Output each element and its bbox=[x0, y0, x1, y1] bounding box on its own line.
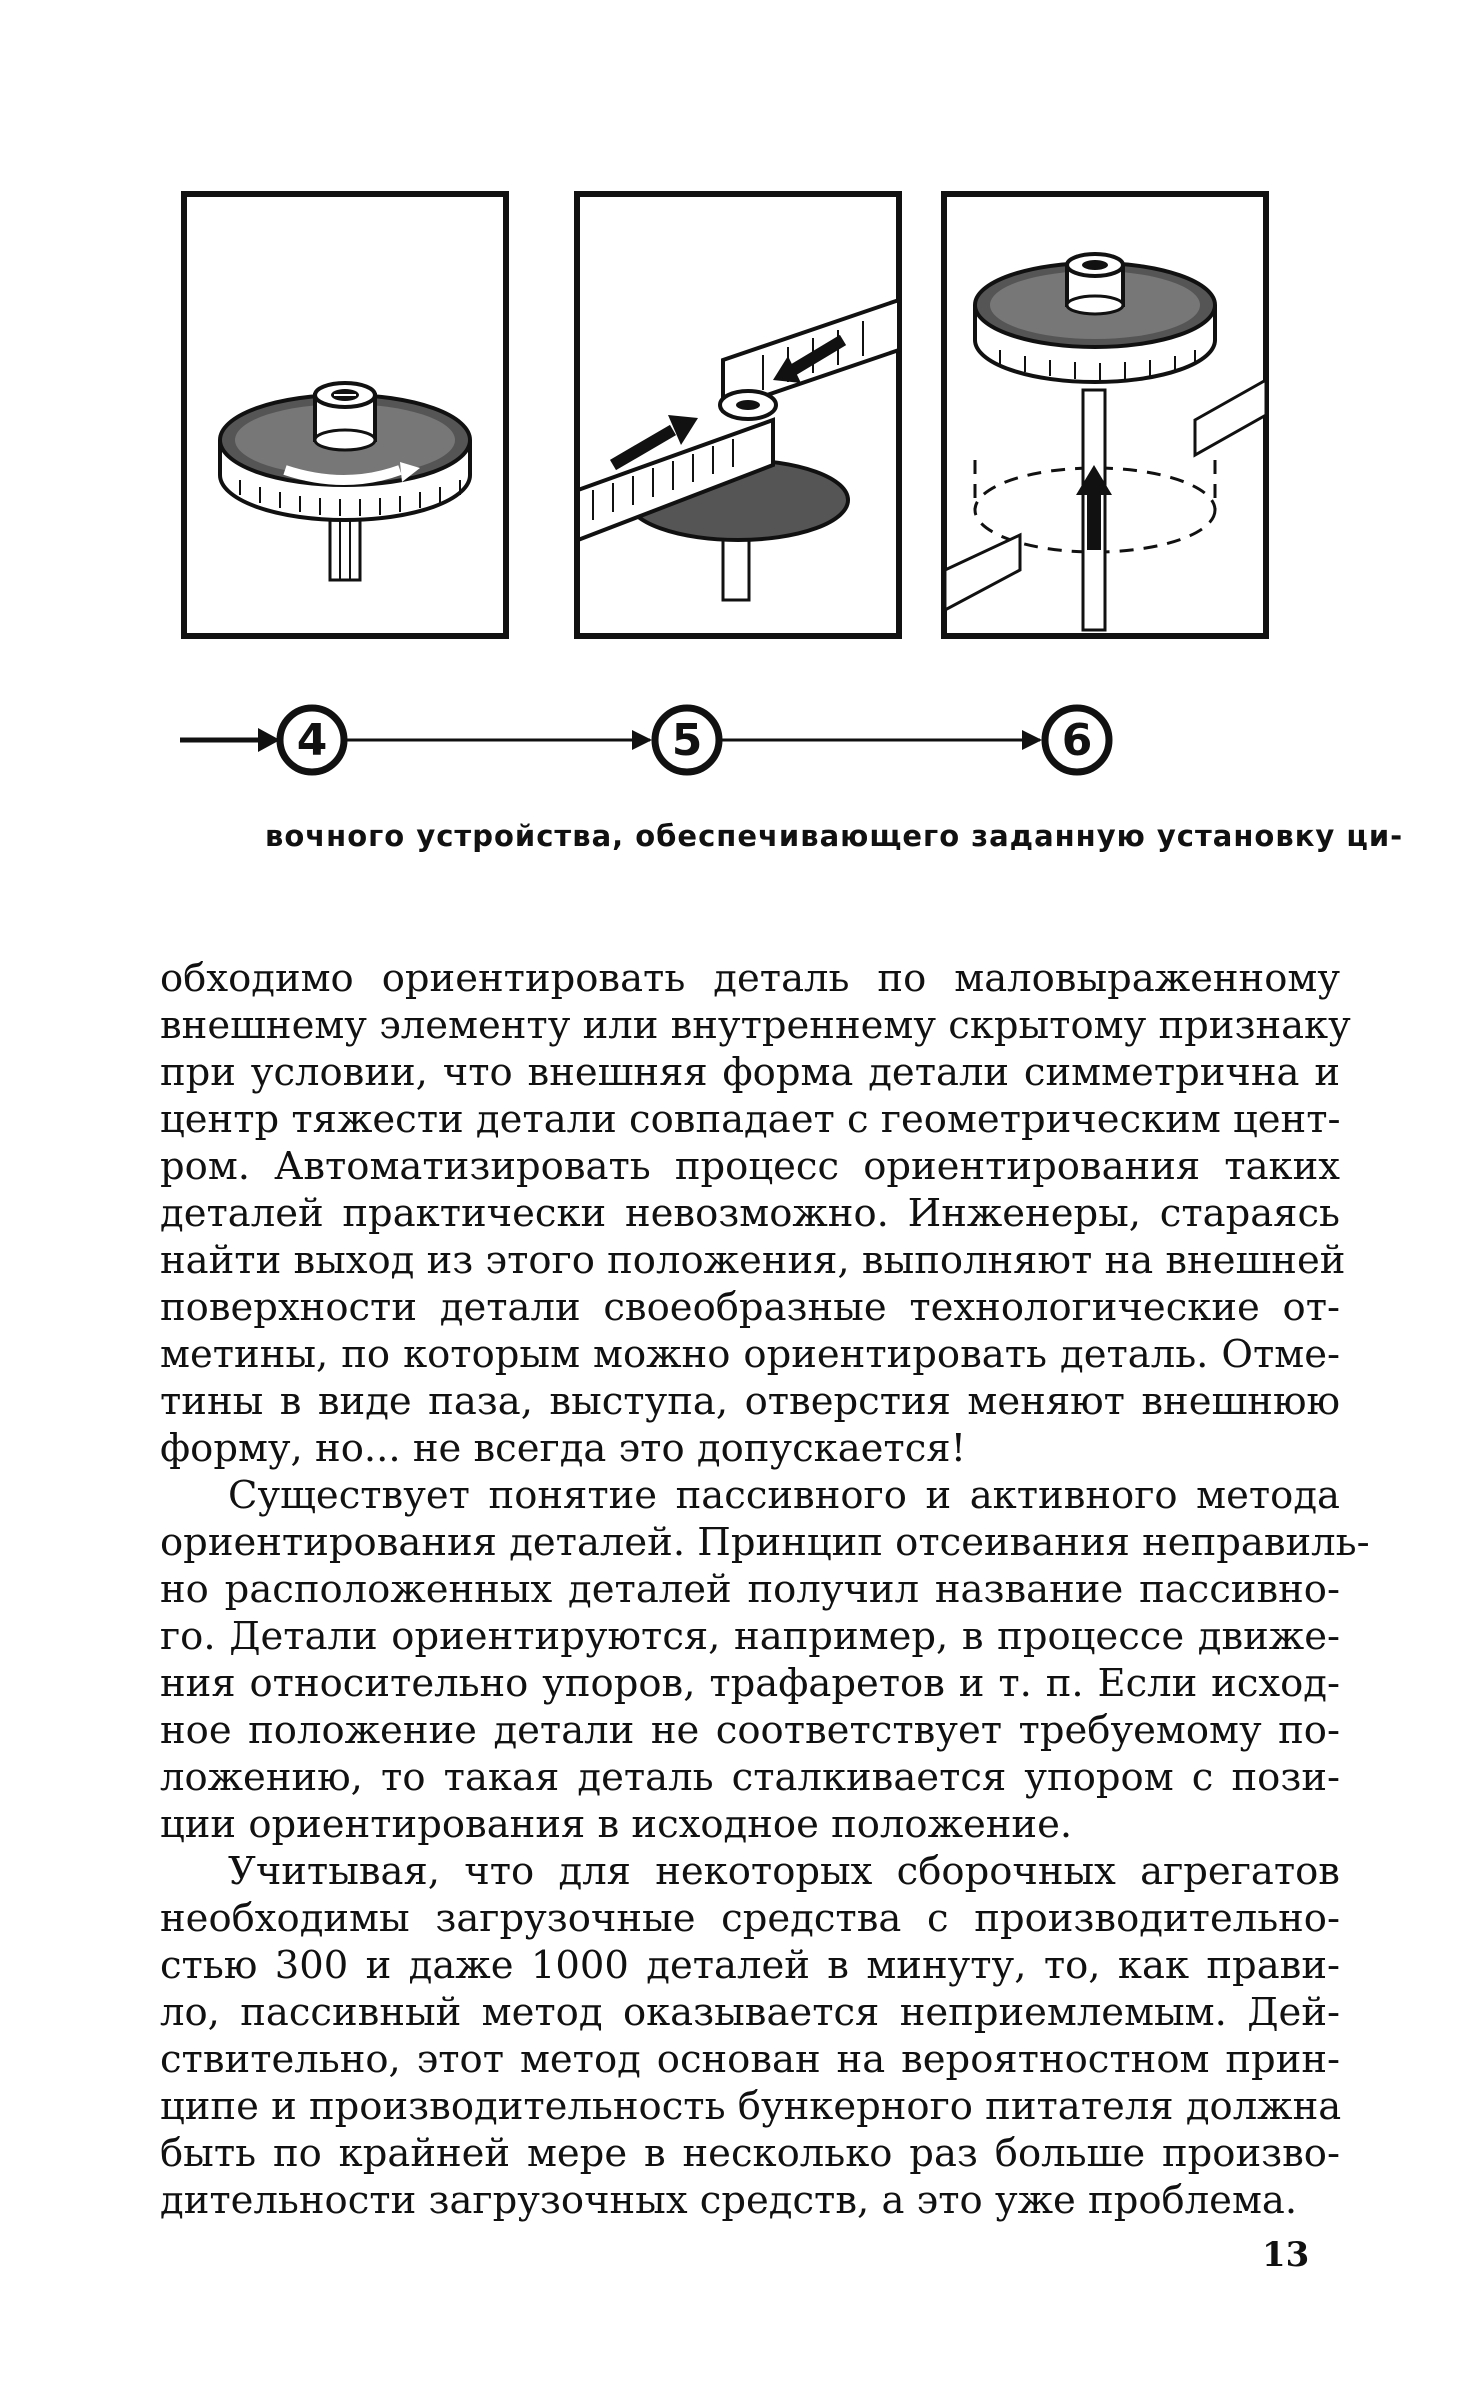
text-line: но расположенных деталей получил название пассивно- bbox=[160, 1567, 1340, 1612]
flow-arrowhead-5 bbox=[632, 730, 652, 750]
panel-step-5-drawing bbox=[573, 190, 903, 640]
text-line: форму, но... не всегда это допускается! bbox=[160, 1426, 967, 1471]
figure-caption: вочного устройства, обеспечивающего заданную установку ци- bbox=[265, 819, 1404, 853]
text-line: тины в виде паза, выступа, отверстия меняют внешнюю bbox=[160, 1379, 1340, 1424]
text-line: поверхности детали своеобразные технологические от- bbox=[160, 1285, 1340, 1330]
text-line: ствительно, этот метод основан на вероятностном прин- bbox=[160, 2037, 1340, 2082]
text-line: внешнему элементу или внутреннему скрытому признаку bbox=[160, 1003, 1351, 1048]
text-line: Существует понятие пассивного и активного метода bbox=[228, 1473, 1340, 1518]
text-line: ло, пассивный метод оказывается неприемлемым. Дей- bbox=[160, 1990, 1340, 2035]
step-flow-line bbox=[180, 680, 1300, 800]
panel-step-5 bbox=[573, 190, 903, 640]
paragraph bbox=[160, 955, 1351, 1472]
text-line: необходимы загрузочные средства с производительно- bbox=[160, 1896, 1340, 1941]
step-label-6: 6 bbox=[1061, 715, 1093, 766]
text-line: ципе и производительность бункерного питателя должна bbox=[160, 2084, 1342, 2129]
text-line: ориентирования деталей. Принцип отсеивания неправиль- bbox=[160, 1520, 1370, 1565]
text-line: быть по крайней мере в несколько раз больше произво- bbox=[160, 2131, 1340, 2176]
text-line: метины, по которым можно ориентировать деталь. Отме- bbox=[160, 1332, 1340, 1377]
text-line: ния относительно упоров, трафаретов и т. п. Если исход- bbox=[160, 1661, 1340, 1706]
panel-step-6 bbox=[940, 190, 1270, 640]
text-line: ром. Автоматизировать процесс ориентирования таких bbox=[160, 1144, 1340, 1189]
text-line: обходимо ориентировать деталь по маловыраженному bbox=[160, 956, 1340, 1001]
text-line: ции ориентирования в исходное положение. bbox=[160, 1802, 1073, 1847]
text-line: деталей практически невозможно. Инженеры, стараясь bbox=[160, 1191, 1340, 1236]
text-line: Учитывая, что для некоторых сборочных агрегатов bbox=[228, 1849, 1340, 1894]
paragraph bbox=[160, 1472, 1370, 1848]
paragraph bbox=[160, 1848, 1340, 2224]
page-number: 13 bbox=[1262, 2235, 1310, 2275]
flow-arrowhead-6 bbox=[1022, 730, 1042, 750]
text-line: го. Детали ориентируются, например, в процессе движе- bbox=[160, 1614, 1340, 1659]
text-line: найти выход из этого положения, выполняют на внешней bbox=[160, 1238, 1346, 1283]
panel-step-4 bbox=[180, 190, 510, 640]
step-label-5: 5 bbox=[671, 715, 703, 766]
text-line: центр тяжести детали совпадает с геометрическим цент- bbox=[160, 1097, 1341, 1142]
text-line: стью 300 и даже 1000 деталей в минуту, то, как прави- bbox=[160, 1943, 1340, 1988]
text-line: при условии, что внешняя форма детали симметрична и bbox=[160, 1050, 1340, 1095]
body-text bbox=[160, 955, 1370, 2224]
step-label-4: 4 bbox=[296, 715, 328, 766]
text-line: ное положение детали не соответствует требуемому по- bbox=[160, 1708, 1340, 1753]
panel-step-6-drawing bbox=[940, 190, 1270, 640]
text-line: дительности загрузочных средств, а это уже проблема. bbox=[160, 2178, 1298, 2223]
panel-step-4-drawing bbox=[180, 190, 510, 640]
text-line: ложению, то такая деталь сталкивается упором с пози- bbox=[160, 1755, 1340, 1800]
